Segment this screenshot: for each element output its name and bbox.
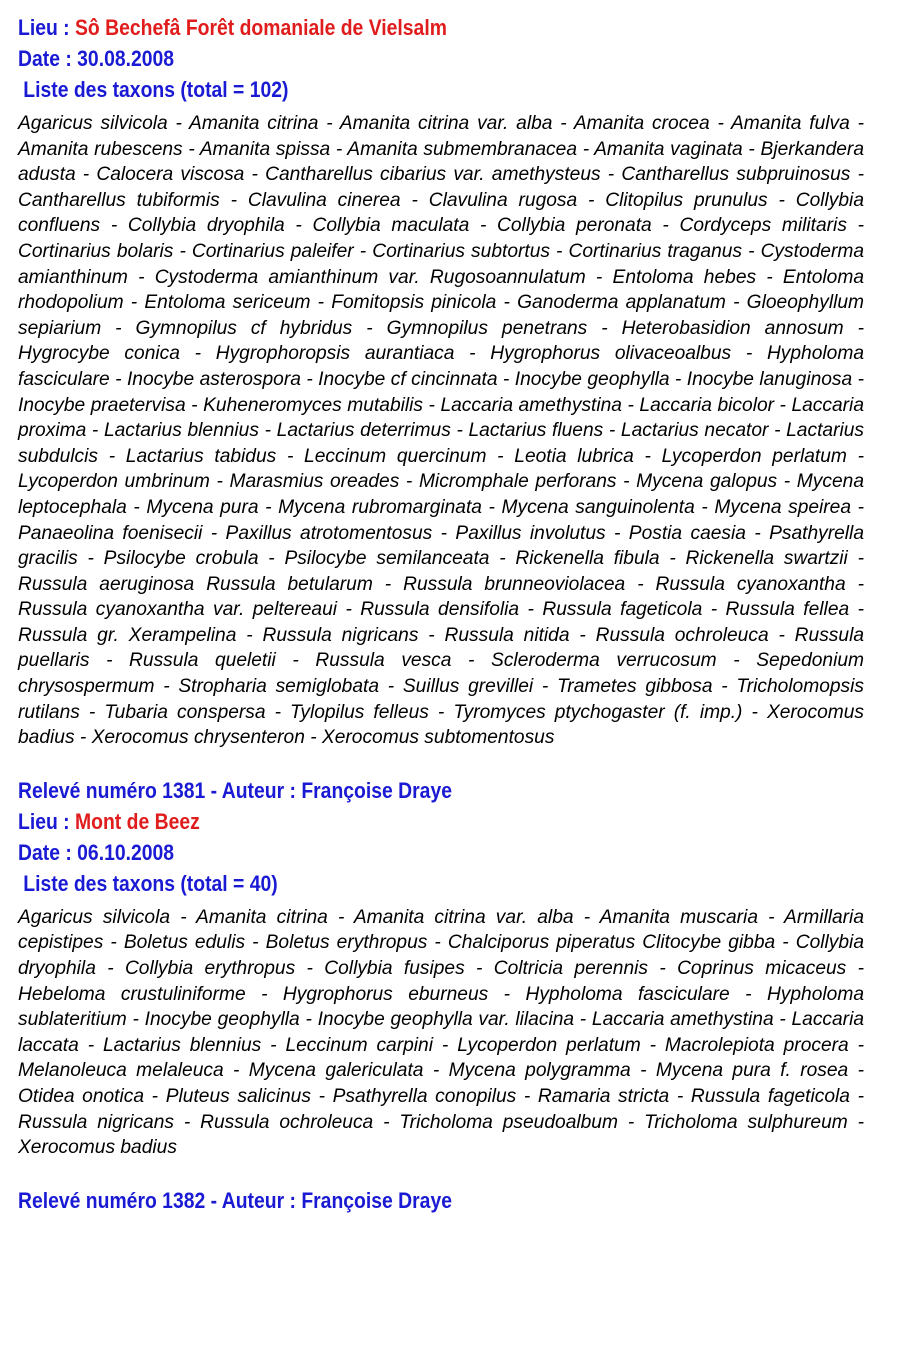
lieu-line <box>18 806 762 837</box>
document-page <box>18 12 864 1216</box>
date-line: Date : 06.10.2008 <box>18 839 175 865</box>
releve-line: Relevé numéro 1382 - Auteur : Françoise Draye <box>18 1187 452 1213</box>
lieu-line <box>18 12 762 43</box>
section-spacer <box>18 751 864 775</box>
lieu-value: Sô Bechefâ Forêt domaniale de Vielsalm <box>75 15 447 40</box>
lieu-label: Lieu : <box>18 15 76 40</box>
lieu-label: Lieu : <box>18 808 76 834</box>
taxa-heading: Liste des taxons (total = 102) <box>23 77 289 102</box>
lieu-value: Mont de Beez <box>75 808 200 834</box>
section-spacer <box>18 1161 864 1185</box>
taxa-list: Agaricus silvicola - Amanita citrina - Amanita citrina var. alba - Amanita muscaria - Armillaria cepistipes - Boletus edulis - Boletus erythropus - Chalciporus piperatus Clitocybe gibba - Collybia dryophila - Collybia erythropus - Collybia fusipes - Coltricia perennis - Coprinus micaceus - Hebeloma crustuliniforme - Hygrophorus eburneus - Hypholoma fasciculare - Hypholoma sublateritium - Inocybe geophylla - Inocybe geophylla var. lilacina - Laccaria amethystina - Laccaria laccata - Lactarius blennius - Leccinum carpini - Lycoperdon perlatum - Macrolepiota procera - Melanoleuca melaleuca - Mycena galericulata - Mycena polygramma - Mycena pura f. rosea - Otidea onotica - Pluteus salicinus - Psathyrella conopilus - Ramaria stricta - Russula fageticola - Russula nigricans - Russula ochroleuca - Tricholoma pseudoalbum - Tricholoma sulphureum - Xerocomus badius <box>18 906 864 1159</box>
taxa-heading: Liste des taxons (total = 40) <box>23 870 278 896</box>
taxa-list: Agaricus silvicola - Amanita citrina - Amanita citrina var. alba - Amanita crocea - Amanita fulva - Amanita rubescens - Amanita spissa - Amanita submembranacea - Amanita vaginata - Bjerkandera adusta - Calocera viscosa - Cantharellus cibarius var. amethysteus - Cantharellus subpruinosus - Cantharellus tubiformis - Clavulina cinerea - Clavulina rugosa - Clitopilus prunulus - Collybia confluens - Collybia dryophila - Collybia maculata - Collybia peronata - Cordyceps militaris - Cortinarius bolaris - Cortinarius paleifer - Cortinarius subtortus - Cortinarius traganus - Cystoderma amianthinum - Cystoderma amianthinum var. Rugosoannulatum - Entoloma hebes - Entoloma rhodopolium - Entoloma sericeum - Fomitopsis pinicola - Ganoderma applanatum - Gloeophyllum sepiarium - Gymnopilus cf hybridus - Gymnopilus penetrans - Heterobasidion annosum - Hygrocybe conica - Hygrophoropsis aurantiaca - Hygrophorus olivaceoalbus - Hypholoma fasciculare - Inocybe asterospora - Inocybe cf cincinnata - Inocybe geophylla - Inocybe lanuginosa - Inocybe praetervisa - Kuheneromyces mutabilis - Laccaria amethystina - Laccaria bicolor - Laccaria proxima - Lactarius blennius - Lactarius deterrimus - Lactarius fluens - Lactarius necator - Lactarius subdulcis - Lactarius tabidus - Leccinum quercinum - Leotia lubrica - Lycoperdon perlatum - Lycoperdon umbrinum - Marasmius oreades - Micromphale perforans - Mycena galopus - Mycena leptocephala - Mycena pura - Mycena rubromarginata - Mycena sanguinolenta - Mycena speirea - Panaeolina foenisecii - Paxillus atrotomentosus - Paxillus involutus - Postia caesia - Psathyrella gracilis - Psilocybe crobula - Psilocybe semilanceata - Rickenella fibula - Rickenella swartzii - Russula aeruginosa Russula betularum - Russula brunneoviolacea - Russula cyanoxantha - Russula cyanoxantha var. peltereaui - Russula densifolia - Russula fageticola - Russula fellea - Russula gr. Xerampelina - Russula nigricans - Russula nitida - Russula ochroleuca - Russula puellaris - Russula queletii - Russula vesca - Scleroderma verrucosum - Sepedonium chrysospermum - Stropharia semiglobata - Suillus grevillei - Trametes gibbosa - Tricholomopsis rutilans - Tubaria conspersa - Tylopilus felleus - Tyromyces ptychogaster (f. imp.) - Xerocomus badius - Xerocomus chrysenteron - Xerocomus subtomentosus <box>18 113 864 749</box>
date-line: Date : 30.08.2008 <box>18 46 175 71</box>
releve-line: Relevé numéro 1381 - Auteur : Françoise Draye <box>18 777 452 803</box>
